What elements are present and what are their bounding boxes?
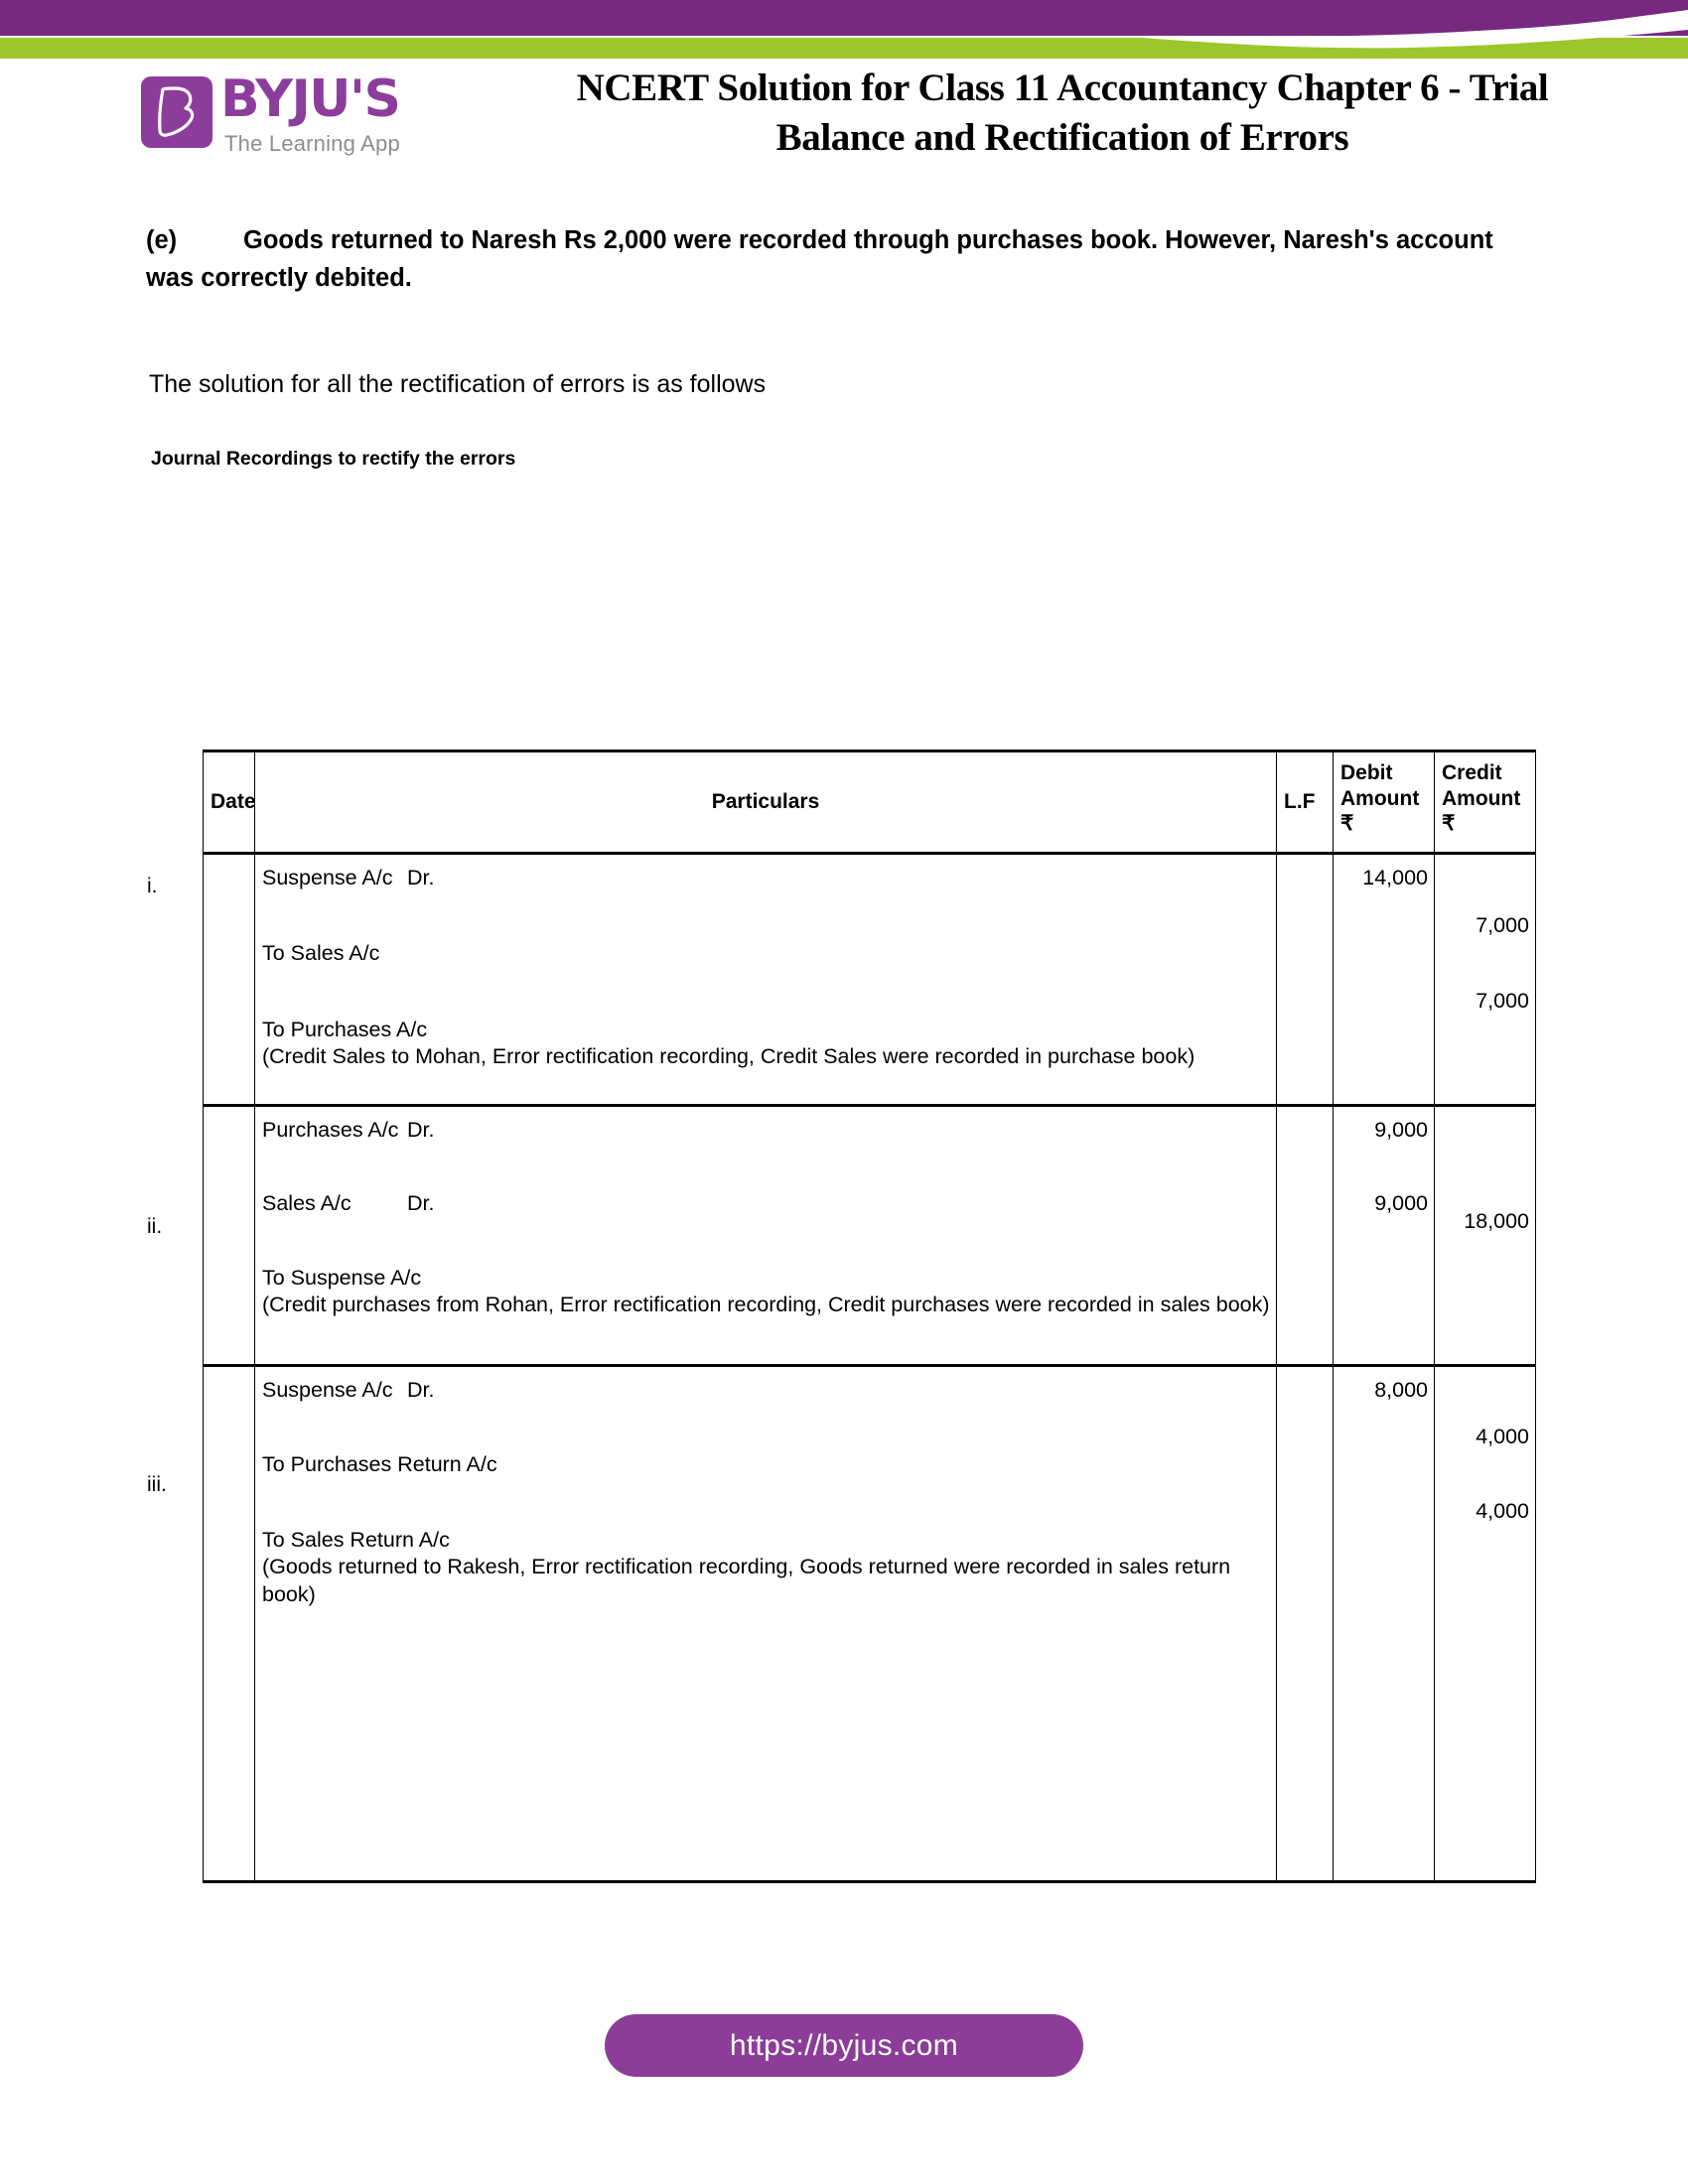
account-name: To Sales A/c	[262, 941, 380, 966]
cell-lf-entry-ii	[1277, 1106, 1334, 1366]
cell-credit-entry-ii	[1435, 1106, 1536, 1366]
cell-lf-entry-iii	[1277, 1366, 1334, 1882]
cell-credit-entry-iii	[1435, 1366, 1536, 1882]
page-header	[0, 64, 1688, 188]
column-header-debit-line2: Amount	[1340, 786, 1420, 810]
credit-amount: 7,000	[1476, 989, 1529, 1014]
debit-amount: 9,000	[1374, 1191, 1428, 1216]
account-name: Sales A/c	[262, 1191, 352, 1216]
particular-line	[255, 1189, 1276, 1217]
column-header-credit-line1: Credit	[1442, 761, 1502, 784]
credit-amount: 7,000	[1476, 913, 1529, 937]
byjus-website-link-button[interactable]	[605, 2014, 1083, 2077]
entry-index-iii: iii.	[147, 1473, 167, 1496]
dr-cr-marker: Dr.	[407, 1118, 435, 1142]
page-title-line-2: Balance and Rectification of Errors	[775, 115, 1349, 159]
particular-line	[255, 1016, 1276, 1043]
credit-amount: 4,000	[1476, 1425, 1529, 1448]
table-header-row	[204, 751, 1536, 854]
rupee-symbol-credit-icon: ₹	[1442, 812, 1456, 836]
journal-entries-table	[203, 750, 1536, 1883]
column-header-date	[204, 751, 255, 854]
question-label: (e)	[146, 226, 178, 254]
table-row	[204, 1106, 1536, 1366]
b-letter-glyph-icon	[154, 86, 200, 138]
account-name: Purchases A/c	[262, 1118, 399, 1142]
solution-intro-text: The solution for all the rectification of errors is as follows	[149, 370, 767, 398]
dr-cr-marker: Dr.	[407, 1191, 435, 1216]
question-paragraph	[146, 222, 1536, 297]
entry-narration: (Goods returned to Rakesh, Error rectification recording, Goods returned were recorded in sales return book)	[262, 1555, 1231, 1607]
account-name: Suspense A/c	[262, 1378, 393, 1402]
particular-line	[255, 1264, 1276, 1292]
account-name: To Sales Return A/c	[262, 1527, 450, 1552]
entry-index-ii: ii.	[147, 1215, 163, 1238]
cell-lf-entry-i	[1277, 854, 1334, 1106]
dr-cr-marker: Dr.	[407, 866, 435, 889]
cell-date-entry-iii	[204, 1366, 255, 1882]
question-text: Goods returned to Naresh Rs 2,000 were recorded through purchases book. However, Naresh's account was correctly debited.	[146, 226, 1493, 292]
cell-date-entry-ii	[204, 1106, 255, 1366]
table-row	[204, 1366, 1536, 1882]
debit-amount: 8,000	[1374, 1378, 1428, 1402]
dr-cr-marker: Dr.	[407, 1378, 435, 1402]
table-row	[204, 854, 1536, 1106]
column-header-credit-line2: Amount	[1442, 786, 1521, 810]
byjus-logo	[141, 69, 439, 178]
cell-debit-entry-iii	[1334, 1366, 1435, 1882]
journal-caption: Journal Recordings to rectify the errors	[151, 448, 516, 470]
cell-debit-entry-ii	[1334, 1106, 1435, 1366]
debit-amount: 14,000	[1362, 866, 1428, 889]
cell-particulars-entry-i	[255, 854, 1277, 1106]
particular-line	[255, 864, 1276, 891]
page-title	[467, 64, 1658, 163]
particular-line	[255, 939, 1276, 967]
account-name: To Purchases A/c	[262, 1017, 428, 1041]
entry-narration: (Credit purchases from Rohan, Error rectification recording, Credit purchases were recorded in sales book)	[262, 1293, 1270, 1317]
column-header-debit-amount	[1334, 751, 1435, 854]
account-name: To Suspense A/c	[262, 1265, 422, 1290]
page-title-line-1: NCERT Solution for Class 11 Accountancy Chapter 6 - Trial	[576, 67, 1549, 109]
debit-amount: 9,000	[1374, 1118, 1428, 1142]
column-header-lf	[1277, 751, 1334, 854]
cell-date-entry-i	[204, 854, 255, 1106]
entry-narration: (Credit Sales to Mohan, Error rectification recording, Credit Sales were recorded in purchase book)	[262, 1044, 1196, 1069]
particular-line	[255, 1116, 1276, 1144]
entry-index-i: i.	[147, 875, 158, 897]
credit-amount: 18,000	[1464, 1209, 1529, 1233]
byjus-logo-wordmark: BYJU'S	[220, 69, 400, 129]
rupee-symbol-debit-icon: ₹	[1340, 812, 1354, 836]
account-name: Suspense A/c	[262, 866, 393, 889]
particular-line	[255, 1376, 1276, 1404]
column-header-particulars-label: Particulars	[711, 790, 820, 813]
top-decorative-banner	[0, 0, 1688, 64]
byjus-logo-tagline: The Learning App	[224, 131, 400, 156]
cell-credit-entry-i	[1435, 854, 1536, 1106]
cell-debit-entry-i	[1334, 854, 1435, 1106]
column-header-credit-amount	[1435, 751, 1536, 854]
byjus-logo-mark-icon	[141, 76, 212, 148]
particular-line	[255, 1450, 1276, 1478]
column-header-date-label: Date	[211, 790, 256, 813]
byjus-website-url-label: https://byjus.com	[729, 2028, 959, 2062]
cell-particulars-entry-ii	[255, 1106, 1277, 1366]
column-header-debit-line1: Debit	[1340, 761, 1393, 784]
column-header-particulars	[255, 751, 1277, 854]
credit-amount: 4,000	[1476, 1499, 1529, 1524]
cell-particulars-entry-iii	[255, 1366, 1277, 1882]
account-name: To Purchases Return A/c	[262, 1452, 497, 1477]
particular-line	[255, 1526, 1276, 1554]
column-header-lf-label: L.F	[1284, 790, 1316, 813]
